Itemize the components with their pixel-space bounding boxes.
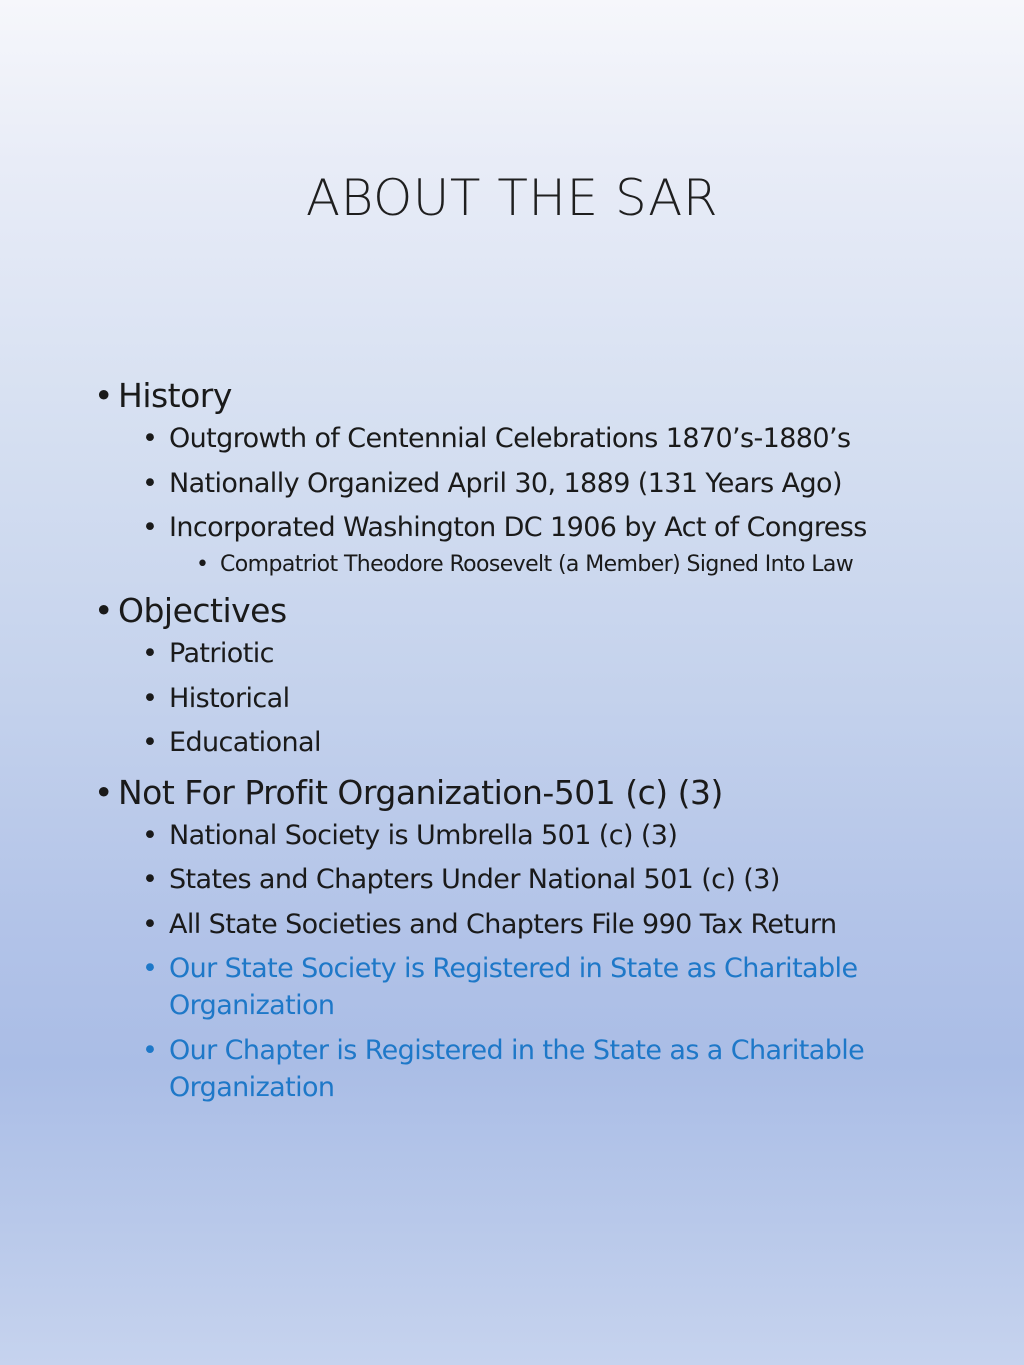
bullet-text: Incorporated Washington DC 1906 by Act of Congress: [169, 512, 867, 543]
bullet-icon: •: [142, 864, 158, 895]
bullet-text: Compatriot Theodore Roosevelt (a Member) Signed Into Law: [220, 552, 854, 577]
bullet-icon: •: [94, 376, 113, 415]
bullet-text: All State Societies and Chapters File 990 Tax Return: [169, 908, 837, 940]
bullet-level3: [92, 549, 972, 581]
bullet-text: Our Chapter is Registered in the State as a Charitable Organization: [169, 1034, 865, 1103]
bullet-text: Patriotic: [169, 638, 274, 669]
bullet-text: Educational: [169, 727, 321, 758]
bullet-text: Historical: [169, 682, 290, 714]
section-objectives: [92, 587, 972, 761]
bullet-level1: [92, 769, 972, 817]
bullet-icon: •: [142, 467, 158, 499]
bullet-level2: [92, 724, 972, 761]
bullet-icon: •: [142, 1034, 158, 1066]
bullet-level2: [92, 420, 972, 457]
bullet-icon: •: [142, 423, 158, 454]
slide-title: ABOUT THE SAR: [305, 169, 719, 227]
bullet-level2: [92, 635, 972, 672]
bullet-icon: •: [94, 591, 113, 630]
section-heading: Not For Profit Organization-501 (c) (3): [118, 772, 723, 812]
bullet-level2-highlight: [92, 1032, 972, 1106]
bullet-level2: [92, 680, 972, 717]
bullet-icon: •: [142, 953, 158, 984]
section-heading: History: [118, 376, 232, 415]
bullet-level2: [92, 509, 972, 546]
bullet-level2: [92, 465, 972, 502]
bullet-icon: •: [196, 552, 209, 577]
bullet-level2: [92, 906, 972, 943]
bullet-level1: [92, 587, 972, 635]
section-not-for-profit: [92, 769, 972, 1106]
bullet-icon: •: [142, 682, 158, 714]
bullet-level2: [92, 817, 972, 854]
section-heading: Objectives: [118, 591, 287, 630]
bullet-icon: •: [142, 819, 158, 851]
bullet-icon: •: [142, 908, 158, 940]
bullet-level2-highlight: [92, 950, 972, 1024]
bullet-text: Outgrowth of Centennial Celebrations 1870’s-1880’s: [169, 423, 851, 454]
bullet-icon: •: [142, 512, 158, 543]
bullet-icon: •: [142, 638, 158, 669]
bullet-icon: •: [142, 727, 158, 758]
bullet-text: States and Chapters Under National 501 (c) (3): [169, 864, 780, 895]
slide-content: [92, 372, 972, 1113]
bullet-text: Our State Society is Registered in State as Charitable Organization: [169, 953, 858, 1021]
bullet-text: National Society is Umbrella 501 (c) (3): [169, 819, 678, 851]
bullet-level1: [92, 372, 972, 420]
section-history: [92, 372, 972, 581]
bullet-level2: [92, 861, 972, 898]
bullet-text: Nationally Organized April 30, 1889 (131 Years Ago): [169, 467, 842, 499]
bullet-icon: •: [94, 772, 113, 812]
